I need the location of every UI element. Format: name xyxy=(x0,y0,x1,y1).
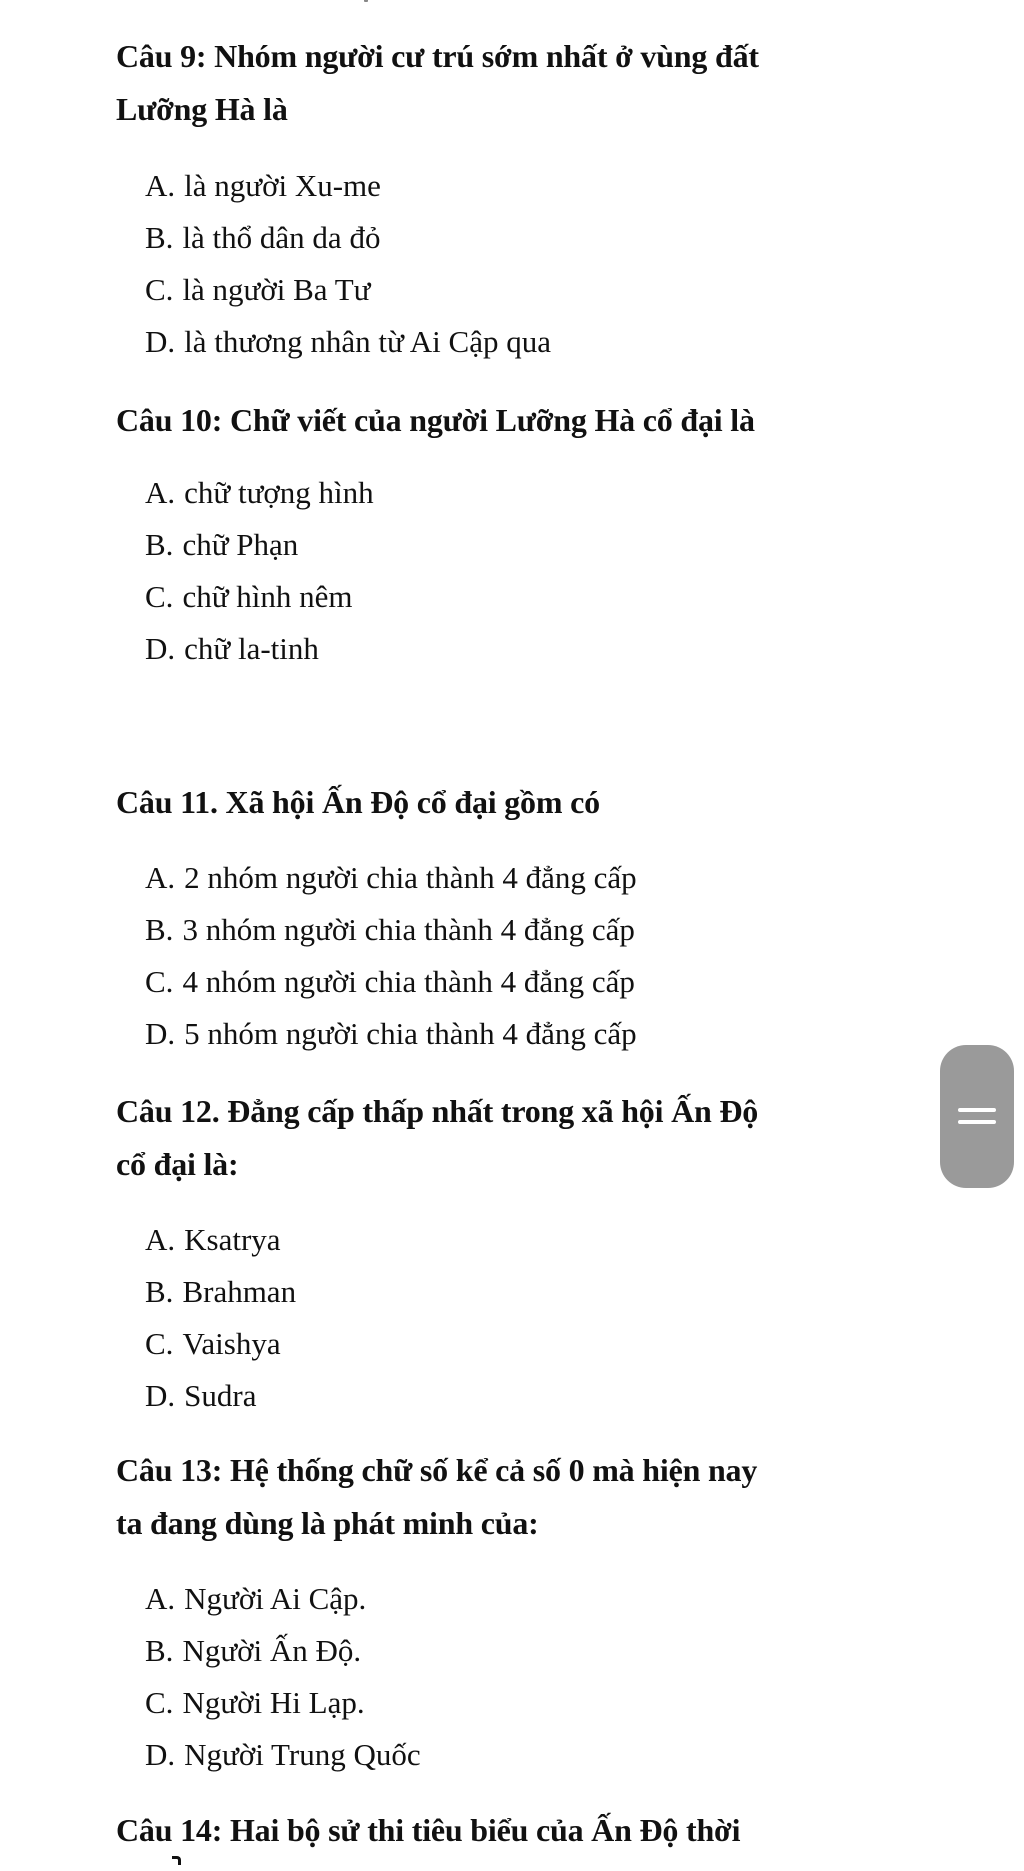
option-d: D. Người Trung Quốc xyxy=(145,1737,421,1772)
question-9 xyxy=(116,30,916,136)
question-13-options xyxy=(145,1573,905,1781)
question-14 xyxy=(116,1804,916,1857)
question-12-options xyxy=(145,1214,905,1422)
question-13 xyxy=(116,1444,916,1550)
option-a: A. là người Xu-me xyxy=(145,168,381,203)
option-d: D. 5 nhóm người chia thành 4 đẳng cấp xyxy=(145,1016,637,1051)
question-9-line-2: Lưỡng Hà là xyxy=(116,91,288,127)
option-c: C. chữ hình nêm xyxy=(145,579,353,614)
option-b: B. Người Ấn Độ. xyxy=(145,1633,362,1668)
option-a: A. 2 nhóm người chia thành 4 đẳng cấp xyxy=(145,860,637,895)
option-b: B. Brahman xyxy=(145,1274,297,1309)
option-b: B. chữ Phạn xyxy=(145,527,299,562)
top-edge-mark xyxy=(364,0,368,2)
option-d: D. là thương nhân từ Ai Cập qua xyxy=(145,324,551,359)
option-c: C. 4 nhóm người chia thành 4 đẳng cấp xyxy=(145,964,635,999)
option-c: C. là người Ba Tư xyxy=(145,272,371,307)
option-d: D. Sudra xyxy=(145,1378,257,1413)
question-12 xyxy=(116,1085,916,1191)
scroll-handle[interactable] xyxy=(940,1045,1014,1188)
option-c: C. Người Hi Lạp. xyxy=(145,1685,365,1720)
question-12-line-1: Câu 12. Đẳng cấp thấp nhất trong xã hội Ấn Độ xyxy=(116,1093,759,1129)
option-a: A. Ksatrya xyxy=(145,1222,281,1257)
question-10-line-1: Câu 10: Chữ viết của người Lưỡng Hà cổ đại là xyxy=(116,402,755,438)
question-9-options xyxy=(145,160,905,368)
option-a: A. Người Ai Cập. xyxy=(145,1581,367,1616)
question-10 xyxy=(116,394,916,447)
option-a: A. chữ tượng hình xyxy=(145,475,374,510)
option-b: B. 3 nhóm người chia thành 4 đẳng cấp xyxy=(145,912,635,947)
question-11-line-1: Câu 11. Xã hội Ấn Độ cổ đại gồm có xyxy=(116,784,600,820)
grip-line-icon xyxy=(958,1108,996,1112)
option-c: C. Vaishya xyxy=(145,1326,281,1361)
option-b: B. là thổ dân da đỏ xyxy=(145,220,381,255)
question-13-line-2: ta đang dùng là phát minh của: xyxy=(116,1505,539,1541)
question-13-line-1: Câu 13: Hệ thống chữ số kể cả số 0 mà hiện nay xyxy=(116,1452,758,1488)
question-11 xyxy=(116,776,916,829)
question-10-options xyxy=(145,467,905,675)
option-d: D. chữ la-tinh xyxy=(145,631,319,666)
question-11-options xyxy=(145,852,905,1060)
cut-off-text-fragment xyxy=(172,1856,181,1865)
question-14-line-1: Câu 14: Hai bộ sử thi tiêu biểu của Ấn Độ thời xyxy=(116,1812,741,1848)
grip-line-icon xyxy=(958,1120,996,1124)
question-12-line-2: cổ đại là: xyxy=(116,1146,239,1182)
question-9-line-1: Câu 9: Nhóm người cư trú sớm nhất ở vùng đất xyxy=(116,38,759,74)
